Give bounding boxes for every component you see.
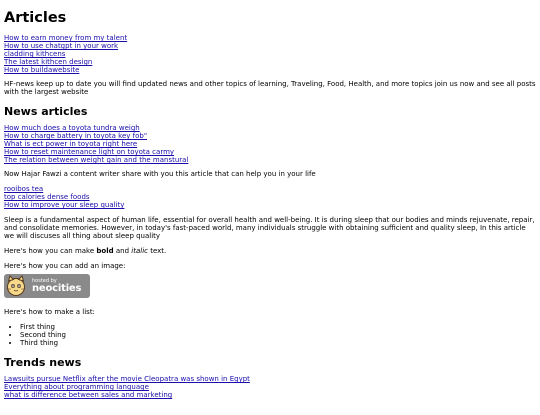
news-link[interactable]: How to charge battery in toyota key fob" — [4, 132, 148, 140]
extra-link-list — [4, 185, 536, 209]
news-link[interactable]: How much does a toyota tundra weigh — [4, 124, 140, 132]
neocities-badge[interactable] — [4, 274, 90, 298]
article-link[interactable]: cladding kithcens — [4, 50, 66, 58]
format-and: and — [113, 247, 132, 255]
extra-link[interactable]: top calories dense foods — [4, 193, 90, 201]
news-link-list — [4, 124, 536, 164]
article-link[interactable]: The latest kithcen design — [4, 58, 93, 66]
list-instruction: Here's how to make a list: — [4, 308, 95, 316]
news-link[interactable]: What is ect power in toyota right here — [4, 140, 138, 148]
extra-link[interactable]: How to improve your sleep quality — [4, 201, 125, 209]
news-link[interactable]: The relation between weight gain and the manstural — [4, 156, 189, 164]
neocities-cat-icon — [4, 274, 28, 298]
articles-link-list — [4, 34, 536, 74]
badge-line2: neocities — [32, 283, 82, 294]
format-suffix: text. — [147, 247, 167, 255]
image-instruction: Here's how you can add an image: — [4, 262, 126, 270]
list-item: • First thing — [20, 323, 536, 331]
list-item: • Second thing — [20, 331, 536, 339]
article-link[interactable]: How to buildawebsite — [4, 66, 80, 74]
writer-note: Now Hajar Fawzi a content writer share with you this article that can help you in your life — [4, 170, 316, 178]
example-list — [4, 323, 536, 347]
extra-link[interactable]: rooibos tea — [4, 185, 44, 193]
article-link[interactable]: How to earn money from my talent — [4, 34, 128, 42]
page — [0, 10, 540, 399]
trends-link-list — [4, 375, 536, 399]
trend-link[interactable]: Lawsuits pursue Netflix after the movie Cleopatra was shown in Egypt — [4, 375, 250, 383]
format-example — [4, 247, 536, 255]
intro-paragraph: HF-news keep up to date you will find updated news and other topics of learning, Traveling, Food, Health, and more topics join us now and see all posts with the largest website — [4, 80, 536, 96]
italic-text: italic — [131, 247, 148, 255]
sleep-paragraph: Sleep is a fundamental aspect of human life, essential for overall health and well-being. It is during sleep that our bodies and minds rejuvenate, repair, and consolidate memories. However, in today's fast-paced world, many individuals struggle with obtaining sufficient and quality sleep, In this article we will discuses all thing about sleep quality — [4, 216, 535, 240]
article-link[interactable]: How to use chatgpt in your work — [4, 42, 119, 50]
badge-line1: hosted by — [32, 278, 57, 284]
news-link[interactable]: How to reset maintenance light on toyota carmy — [4, 148, 175, 156]
news-heading: News articles — [4, 105, 88, 118]
list-item: • Third thing — [20, 339, 536, 347]
format-prefix: Here's how you can make — [4, 247, 97, 255]
trends-heading: Trends news — [4, 356, 82, 369]
bold-text: bold — [96, 247, 114, 255]
trend-link[interactable]: Everything about programming language — [4, 383, 149, 391]
articles-heading: Articles — [4, 10, 67, 26]
badge-text — [32, 278, 81, 294]
trend-link[interactable]: what is difference between sales and marketing — [4, 391, 173, 399]
